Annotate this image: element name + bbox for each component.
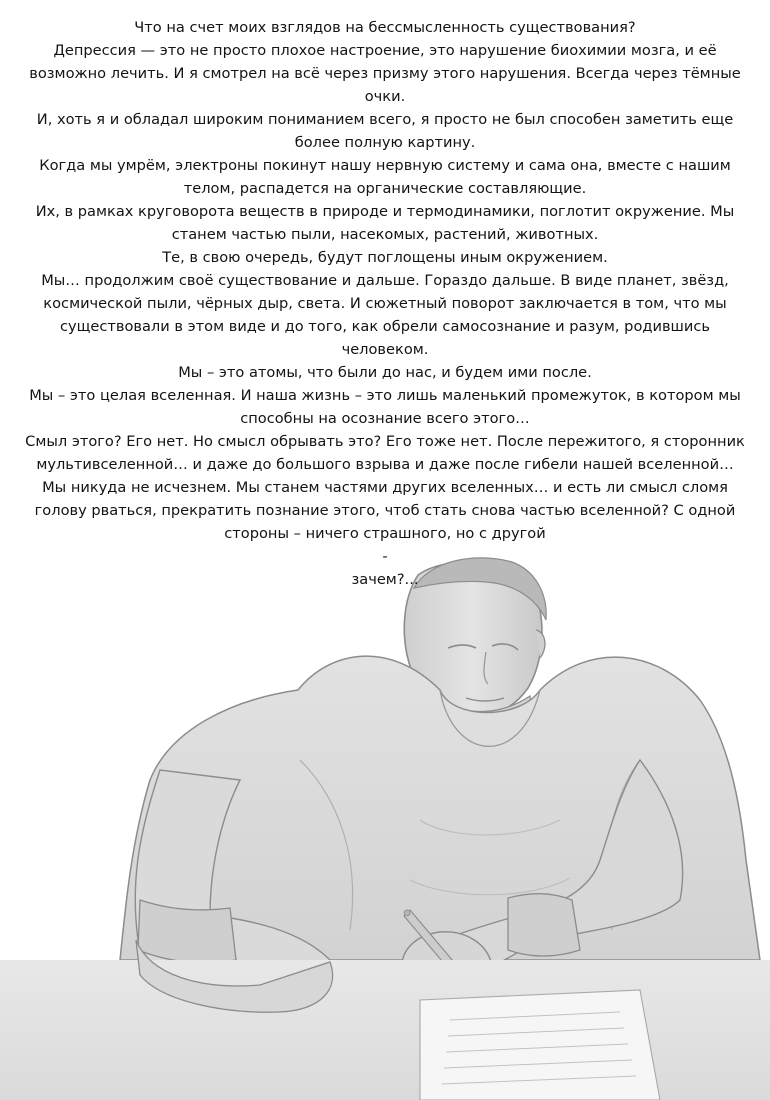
- closing-line: зачем?...: [351, 571, 419, 588]
- text-line: Мы – это целая вселенная. И наша жизнь – это лишь маленький промежуток, в котором мы способны на осознание всего этого…: [29, 387, 741, 427]
- text-line: И, хоть я и обладал широким пониманием всего, я просто не был способен заметить еще более полную картину.: [36, 111, 734, 151]
- text-line: Их, в рамках круговорота веществ в природе и термодинамики, поглотит окружение. Мы станем частью пыли, насекомых, растений, животных.: [35, 203, 735, 243]
- text-line: Мы – это атомы, что были до нас, и будем ими после.: [178, 364, 592, 381]
- text-line: Депрессия — это не просто плохое настроение, это нарушение биохимии мозга, и её возможно лечить. И я смотрел на всё через призму этого нарушения. Всегда через тёмные очки.: [29, 42, 741, 105]
- text-line: Мы… продолжим своё существование и дальше. Гораздо дальше. В виде планет, звёзд, космической пыли, чёрных дыр, света. И сюжетный поворот заключается в том, что мы существовали в этом виде и до того, как обрели самосознание и разум, родившись человеком.: [41, 272, 729, 358]
- dash-line: -: [382, 548, 388, 565]
- paper: [420, 990, 660, 1100]
- text-line: Те, в свою очередь, будут поглощены иным окружением.: [162, 249, 608, 266]
- text-line: Когда мы умрём, электроны покинут нашу нервную систему и сама она, вместе с нашим телом, распадется на органические составляющие.: [39, 157, 731, 197]
- text-paragraph: Смыл этого? Его нет. Но смысл обрывать это? Его тоже нет. После пережитого, я сторонник мультивселенной… и даже до большого взрыва и даже после гибели нашей вселенной… Мы никуда не исчезнем. Мы станем частями других вселенных… и есть ли смысл сломя голову рваться, прекратить познание этого, чтоб стать снова частью вселенной? С одной стороны – ничего страшного, но с другой: [25, 433, 745, 542]
- story-text: [24, 16, 746, 591]
- page-question: Что на счет моих взглядов на бессмысленность существования?: [134, 19, 636, 36]
